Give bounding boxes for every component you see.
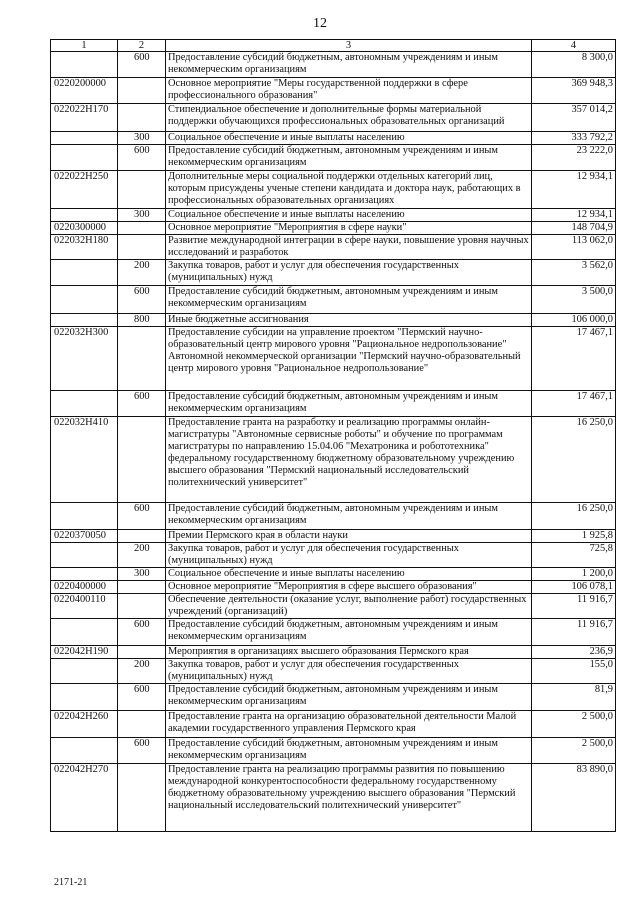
cell-target-code (51, 286, 118, 314)
cell-expense-type: 200 (118, 659, 166, 684)
cell-expense-type: 600 (118, 503, 166, 530)
table-row (51, 738, 616, 764)
cell-expense-type (118, 417, 166, 503)
cell-target-code: 022022Н170 (51, 104, 118, 132)
cell-description: Предоставление субсидии на управление проектом "Пермский научно-образовательный центр мирового уровня "Рациональное недропользование" Автономной некоммерческой организации "Пермский научно-образовательный центр мирового уровня "Рациональное недропользование" (166, 327, 532, 391)
cell-expense-type (118, 171, 166, 209)
budget-table (50, 39, 616, 832)
cell-expense-type (118, 327, 166, 391)
table-row (51, 222, 616, 235)
cell-expense-type: 600 (118, 619, 166, 646)
cell-target-code (51, 391, 118, 417)
cell-description: Предоставление субсидий бюджетным, автономным учреждениям и иным некоммерческим организациям (166, 619, 532, 646)
cell-description: Закупка товаров, работ и услуг для обеспечения государственных (муниципальных) нужд (166, 543, 532, 568)
cell-expense-type: 600 (118, 52, 166, 78)
cell-target-code (51, 314, 118, 327)
table-row (51, 594, 616, 619)
cell-amount: 12 934,1 (532, 209, 616, 222)
cell-amount: 106 078,1 (532, 581, 616, 594)
cell-description: Закупка товаров, работ и услуг для обеспечения государственных (муниципальных) нужд (166, 260, 532, 286)
cell-amount: 725,8 (532, 543, 616, 568)
cell-description: Предоставление субсидий бюджетным, автономным учреждениям и иным некоммерческим организациям (166, 145, 532, 171)
column-header-2: 2 (118, 40, 166, 52)
cell-target-code: 0220300000 (51, 222, 118, 235)
cell-expense-type: 600 (118, 684, 166, 711)
table-row (51, 684, 616, 711)
cell-target-code: 022042Н260 (51, 711, 118, 738)
cell-target-code: 0220400110 (51, 594, 118, 619)
cell-expense-type: 200 (118, 260, 166, 286)
cell-expense-type (118, 104, 166, 132)
cell-description: Дополнительные меры социальной поддержки отдельных категорий лиц, которым присуждены ученые степени кандидата и доктора наук, работающих в профессиональных образовательных организациях (166, 171, 532, 209)
cell-amount: 11 916,7 (532, 619, 616, 646)
table-row (51, 646, 616, 659)
cell-target-code: 0220400000 (51, 581, 118, 594)
cell-description: Предоставление субсидий бюджетным, автономным учреждениям и иным некоммерческим организациям (166, 52, 532, 78)
cell-amount: 155,0 (532, 659, 616, 684)
cell-expense-type: 300 (118, 568, 166, 581)
table-row (51, 543, 616, 568)
page-number: 12 (313, 16, 327, 31)
cell-expense-type: 200 (118, 543, 166, 568)
column-header-1: 1 (51, 40, 118, 52)
table-row (51, 581, 616, 594)
cell-amount: 148 704,9 (532, 222, 616, 235)
cell-description: Обеспечение деятельности (оказание услуг, выполнение работ) государственных учреждений (организаций) (166, 594, 532, 619)
cell-amount: 3 562,0 (532, 260, 616, 286)
cell-target-code (51, 684, 118, 711)
cell-target-code (51, 52, 118, 78)
cell-target-code (51, 568, 118, 581)
cell-target-code: 0220370050 (51, 530, 118, 543)
cell-target-code (51, 738, 118, 764)
cell-expense-type (118, 646, 166, 659)
cell-expense-type: 600 (118, 391, 166, 417)
cell-amount: 81,9 (532, 684, 616, 711)
table-row (51, 132, 616, 145)
cell-amount: 11 916,7 (532, 594, 616, 619)
table-row (51, 391, 616, 417)
cell-description: Иные бюджетные ассигнования (166, 314, 532, 327)
cell-expense-type (118, 222, 166, 235)
cell-description: Основное мероприятие "Мероприятия в сфере высшего образования" (166, 581, 532, 594)
table-row (51, 530, 616, 543)
cell-description: Закупка товаров, работ и услуг для обеспечения государственных (муниципальных) нужд (166, 659, 532, 684)
table-header-row (51, 40, 616, 52)
cell-target-code (51, 209, 118, 222)
cell-target-code: 022022Н250 (51, 171, 118, 209)
document-footer-code: 2171-21 (54, 877, 88, 888)
cell-description: Предоставление субсидий бюджетным, автономным учреждениям и иным некоммерческим организациям (166, 503, 532, 530)
cell-expense-type: 800 (118, 314, 166, 327)
cell-expense-type (118, 78, 166, 104)
cell-description: Предоставление субсидий бюджетным, автономным учреждениям и иным некоммерческим организациям (166, 684, 532, 711)
cell-expense-type: 300 (118, 209, 166, 222)
cell-target-code: 022032Н300 (51, 327, 118, 391)
cell-amount: 236,9 (532, 646, 616, 659)
cell-description: Социальное обеспечение и иные выплаты населению (166, 209, 532, 222)
cell-expense-type (118, 235, 166, 260)
table-row (51, 314, 616, 327)
cell-amount: 16 250,0 (532, 503, 616, 530)
cell-target-code (51, 260, 118, 286)
cell-description: Предоставление гранта на организацию образовательной деятельности Малой академии государственного управления Пермского края (166, 711, 532, 738)
cell-amount: 369 948,3 (532, 78, 616, 104)
cell-description: Предоставление субсидий бюджетным, автономным учреждениям и иным некоммерческим организациям (166, 391, 532, 417)
cell-description: Социальное обеспечение и иные выплаты населению (166, 568, 532, 581)
cell-target-code: 022032Н410 (51, 417, 118, 503)
cell-target-code: 022042Н270 (51, 764, 118, 832)
table-row (51, 104, 616, 132)
table-row (51, 764, 616, 832)
cell-description: Стипендиальное обеспечение и дополнительные формы материальной поддержки обучающихся профессиональных образовательных организаций (166, 104, 532, 132)
cell-amount: 1 200,0 (532, 568, 616, 581)
table-row (51, 52, 616, 78)
column-header-4: 4 (532, 40, 616, 52)
cell-target-code (51, 145, 118, 171)
cell-description: Социальное обеспечение и иные выплаты населению (166, 132, 532, 145)
table-row (51, 659, 616, 684)
cell-amount: 12 934,1 (532, 171, 616, 209)
cell-expense-type: 600 (118, 286, 166, 314)
cell-description: Мероприятия в организациях высшего образования Пермского края (166, 646, 532, 659)
cell-amount: 333 792,2 (532, 132, 616, 145)
table-row (51, 286, 616, 314)
cell-target-code: 022032Н180 (51, 235, 118, 260)
cell-amount: 17 467,1 (532, 391, 616, 417)
cell-amount: 357 014,2 (532, 104, 616, 132)
table-row (51, 78, 616, 104)
cell-description: Премии Пермского края в области науки (166, 530, 532, 543)
cell-amount: 1 925,8 (532, 530, 616, 543)
cell-description: Основное мероприятие "Меры государственной поддержки в сфере профессионального образования" (166, 78, 532, 104)
cell-amount: 23 222,0 (532, 145, 616, 171)
table-row (51, 171, 616, 209)
cell-target-code: 022042Н190 (51, 646, 118, 659)
cell-expense-type: 600 (118, 145, 166, 171)
table-row (51, 260, 616, 286)
cell-amount: 2 500,0 (532, 711, 616, 738)
table-row (51, 568, 616, 581)
cell-target-code (51, 503, 118, 530)
cell-expense-type (118, 711, 166, 738)
table-row (51, 327, 616, 391)
cell-expense-type (118, 530, 166, 543)
column-header-3: 3 (166, 40, 532, 52)
table-row (51, 209, 616, 222)
cell-expense-type: 300 (118, 132, 166, 145)
cell-description: Предоставление гранта на разработку и реализацию программы онлайн-магистратуры "Автономные сервисные роботы" и обучение по программам магистратуры по направлению 15.04.06 "Мехатроника и робототехника" федеральному государственному бюджетному образовательному учреждению высшего образования "Пермский национальный исследовательский политехнический университет" (166, 417, 532, 503)
cell-amount: 3 500,0 (532, 286, 616, 314)
cell-description: Развитие международной интеграции в сфере науки, повышение уровня научных исследований и разработок (166, 235, 532, 260)
table-row (51, 145, 616, 171)
cell-amount: 16 250,0 (532, 417, 616, 503)
cell-amount: 106 000,0 (532, 314, 616, 327)
cell-expense-type: 600 (118, 738, 166, 764)
cell-expense-type (118, 581, 166, 594)
cell-expense-type (118, 594, 166, 619)
cell-amount: 2 500,0 (532, 738, 616, 764)
cell-description: Предоставление гранта на реализацию программы развития по повышению международной конкурентоспособности федеральному государственному бюджетному образовательному учреждению высшего образования "Пермский национальный исследовательский политехнический университет" (166, 764, 532, 832)
table-row (51, 711, 616, 738)
table-row (51, 503, 616, 530)
cell-description: Предоставление субсидий бюджетным, автономным учреждениям и иным некоммерческим организациям (166, 286, 532, 314)
table-row (51, 417, 616, 503)
cell-target-code: 0220200000 (51, 78, 118, 104)
cell-target-code (51, 543, 118, 568)
cell-target-code (51, 619, 118, 646)
cell-amount: 113 062,0 (532, 235, 616, 260)
table-row (51, 235, 616, 260)
table-row (51, 619, 616, 646)
cell-target-code (51, 132, 118, 145)
cell-description: Предоставление субсидий бюджетным, автономным учреждениям и иным некоммерческим организациям (166, 738, 532, 764)
cell-expense-type (118, 764, 166, 832)
cell-amount: 83 890,0 (532, 764, 616, 832)
cell-amount: 17 467,1 (532, 327, 616, 391)
cell-amount: 8 300,0 (532, 52, 616, 78)
cell-target-code (51, 659, 118, 684)
cell-description: Основное мероприятие "Мероприятия в сфере науки" (166, 222, 532, 235)
